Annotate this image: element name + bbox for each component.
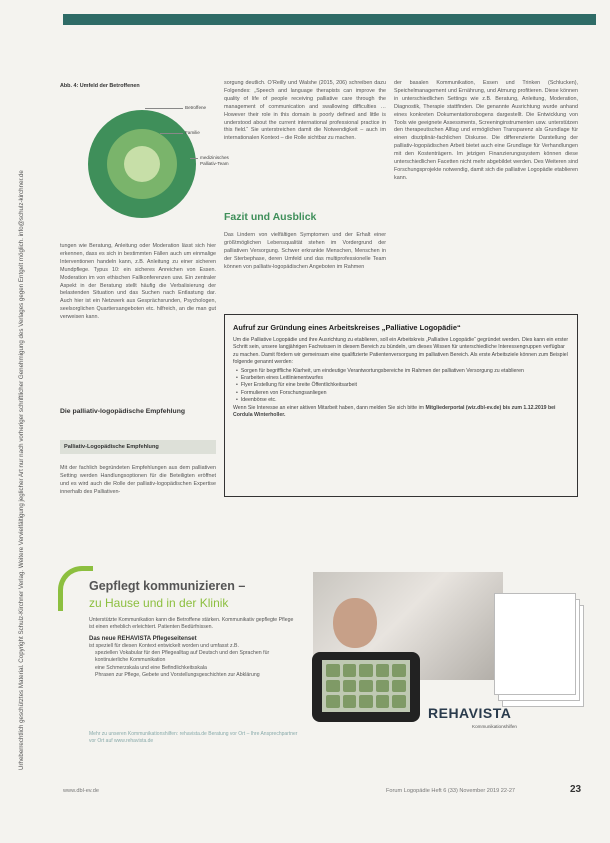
- col1-heading: Die palliativ-logopädische Empfehlung: [60, 408, 186, 415]
- call-box-intro: Um die Palliative Logopädie und ihre Ausrichtung zu etablieren, soll ein Arbeitskreis „Palliative Logopädie“ gegründet werden. Dies kann ein erster Schritt sein, unsere langjährigen Fachwissen in diesem Bereich zu bündeln, um dieses Wissen für unterschiedliche Interessengruppen verfügbar zu machen. Damit fördern wir gemeinsam eine qualifizierte Patientenversorgung im palliativen Bereich. Als erste Arbeitsziele können zum Beispiel folgende genannt werden:: [233, 337, 569, 366]
- list-item: • Formulieren von Forschungsanliegen: [243, 390, 569, 397]
- header-bar: [63, 14, 596, 25]
- ad-body: [89, 617, 299, 679]
- ad-footer-links[interactable]: Mehr zu unseren Kommunikationshilfen: rehavista.de Beratung vor Ort – Ihre Ansprechpartner vor Ort auf www.rehavista.de: [89, 731, 298, 744]
- column-2: [224, 80, 386, 143]
- ad-item: eine Schmerzskala und eine Befindlichkeitsskala: [95, 664, 207, 671]
- label-team: medizinisches Palliativ-Team: [200, 155, 229, 166]
- list-item: • Erarbeiten eines Leitlinienentwurfes: [243, 375, 569, 382]
- call-box-outro: [233, 405, 569, 420]
- rehavista-logo-sub: Kommunikationshilfen: [472, 724, 517, 729]
- ad-body-2: ist speziell für diesen Kontext entwickelt worden und umfasst z.B.: [89, 642, 239, 649]
- communication-cards: [494, 593, 582, 707]
- call-box: [224, 314, 578, 497]
- list-item: • Ideenbörse etc.: [243, 397, 569, 404]
- column-2-continued: [224, 232, 386, 272]
- column-1: [60, 243, 216, 322]
- col1-paragraph-2: Mit der fachlich begründeten Empfehlungen aus dem palliativen Setting werden Handlungsoptionen für die Beteiligten eröffnet und es wird auch die Rolle der palliativ-logopädischen Expertise innerhalb des Palliativen-: [60, 465, 216, 495]
- tablet-device: [312, 652, 420, 722]
- copyright-note: Urheberrechtlich geschütztes Material. Copyright Schulz-Kirchner Verlag. Weitere Vervielfältigung jeglicher Art nur nach vorheriger schriftlicher Genehmigung des Verlages gegen Entgelt möglich. info@schulz-kirchner.de: [18, 170, 25, 770]
- card: [494, 593, 576, 695]
- fazit-heading: Fazit und Ausblick: [224, 211, 317, 223]
- ad-intro: Unterstützte Kommunikation kann die Betroffene stärken. Kommunikativ gepflegte Pflege ist einen erheblich erleichtert. Patienten Bedürfnissen.: [89, 617, 294, 631]
- list-item: • Sorgen für begriffliche Klarheit, um eindeutige Verantwortungsbereiche im Rahmen der palliativen Versorgung zu etablieren: [243, 368, 569, 375]
- col2-paragraph: sorgung deutlich. O’Reilly und Walshe (2015, 206) schreiben dazu Folgendes: „Speech and language therapists can improve the quality of life of people receiving palliative care through the management of communication and swallowing difficulties … However their role in this domain is poorly defined and little is understood about the current international professional practice in this field.“ Sie unterstreichen damit die Notwendigkeit – auch im internationalen Kontext – die Rolle sichtbar zu machen.: [224, 80, 386, 142]
- col2-paragraph-2: Das Lindern von vielfältigen Symptomen und der Erhalt einer größtmöglichen Lebensqualität stehen im Vordergrund der palliativen Versorgung. Schwer erkrankte Menschen, Menschen in der Sterbephase, deren Umfeld und das multiprofessionelle Team können von palliativ-logopädischen Angeboten im Rahmen: [224, 232, 386, 270]
- label-betroffene: Betroffene: [185, 105, 207, 110]
- outro-plain: Wenn Sie Interesse an einer aktiven Mitarbeit haben, dann melden Sie sich bitte im: [233, 404, 426, 411]
- call-box-text: [233, 337, 569, 419]
- ring-inner: [124, 146, 160, 182]
- page-number: 23: [570, 784, 582, 795]
- outro-link[interactable]: Mitgliederportal (wiz.dbl-ev.de) bis zum 1.12.2019 bei Cordula Winterholler.: [233, 404, 556, 419]
- ad-swoosh: [58, 566, 93, 611]
- col1-subhead: Palliativ-Logopädische Empfehlung: [60, 440, 216, 454]
- ad-strong: Das neue REHAVISTA Pflegeseitenset: [89, 635, 197, 642]
- col1-paragraph: tungen wie Beratung, Anleitung oder Moderation lässt sich hier erkennen, dass es sich in bestimmten Fällen auch um einmalige Interventionen handeln kann, z.B. Anleitung zu einer sicheren Mundpflege. Typus 10: ein sicheres Anreichen von Essen. Moderation im von ethischen Fallkonferenzen usw. Ein zentraler Aspekt in der Beratung stellt häufig die Verbalisierung der belastenden Situation und das Suchen nach Entlastung dar. Auch hier ist ein Netzwerk aus Gesprächsrunden, Psychologen, seelsorglichen Quartiersangeboten etc. hilfreich, an die man gut verweisen kann.: [60, 243, 216, 321]
- column-3: [394, 80, 578, 183]
- call-box-list: [233, 368, 569, 405]
- list-item: • Flyer Erstellung für eine breite Öffentlichkeitsarbeit: [243, 382, 569, 389]
- col3-paragraph: der basalen Kommunikation, Essen und Trinken (Schlucken), Speichelmanagement und Ernährung, und Atmung profitieren. Diese können in unterschiedlichen Settings wie z.B. Beratung, Anleitung, Moderation, Diagnostik, Therapie stattfinden. Die genannte Ausrichtung wurde anhand eines konkreten Dokumentationsbogens dargestellt. Die Entwicklung von Tools wie geeignete Assessments, Screeninginstrumenten usw. unterstützen den therapeutischen Alltag und ermöglichen Transparenz als Grundlage für einen disziplinär-fachlichen Diskurse. Die differenzierte Darstellung der palliativ-logopädischen Arbeit bietet auch eine Grundlage für Verhandlungen mit den Kostenträgern. Im jetzigen Finanzierungssystem können diese unterschiedlichen Facetten nicht mehr abgebildet werden. Des Weiteren sind Forschungsprojekte notwendig, damit sich die palliative Logopädie etablieren kann.: [394, 80, 578, 181]
- label-familie: Familie: [185, 130, 200, 135]
- tablet-screen: [322, 660, 410, 712]
- footer-journal: Forum Logopädie Heft 6 (33) November 2019 22-27: [386, 788, 516, 794]
- ad-subtitle: zu Hause und in der Klinik: [89, 596, 229, 610]
- footer-url[interactable]: www.dbl-ev.de: [63, 788, 99, 794]
- rehavista-logo: REHAVISTA: [428, 705, 512, 721]
- call-box-title: Aufruf zur Gründung eines Arbeitskreises „Palliative Logopädie“: [233, 323, 461, 332]
- ad-item: speziellen Vokabular für den Pflegealltag auf Deutsch und den Sprachen für kontinuierliche Kommunikation: [95, 650, 270, 664]
- figure-caption: Abb. 4: Umfeld der Betroffenen: [60, 83, 140, 89]
- column-1-continued: [60, 465, 216, 497]
- patient-face: [333, 598, 377, 648]
- ad-title: Gepflegt kommunizieren –: [89, 579, 246, 593]
- ad-item: Phrasen zur Pflege, Gebete und Vorstellungsgeschichten zur Abklärung: [95, 672, 260, 679]
